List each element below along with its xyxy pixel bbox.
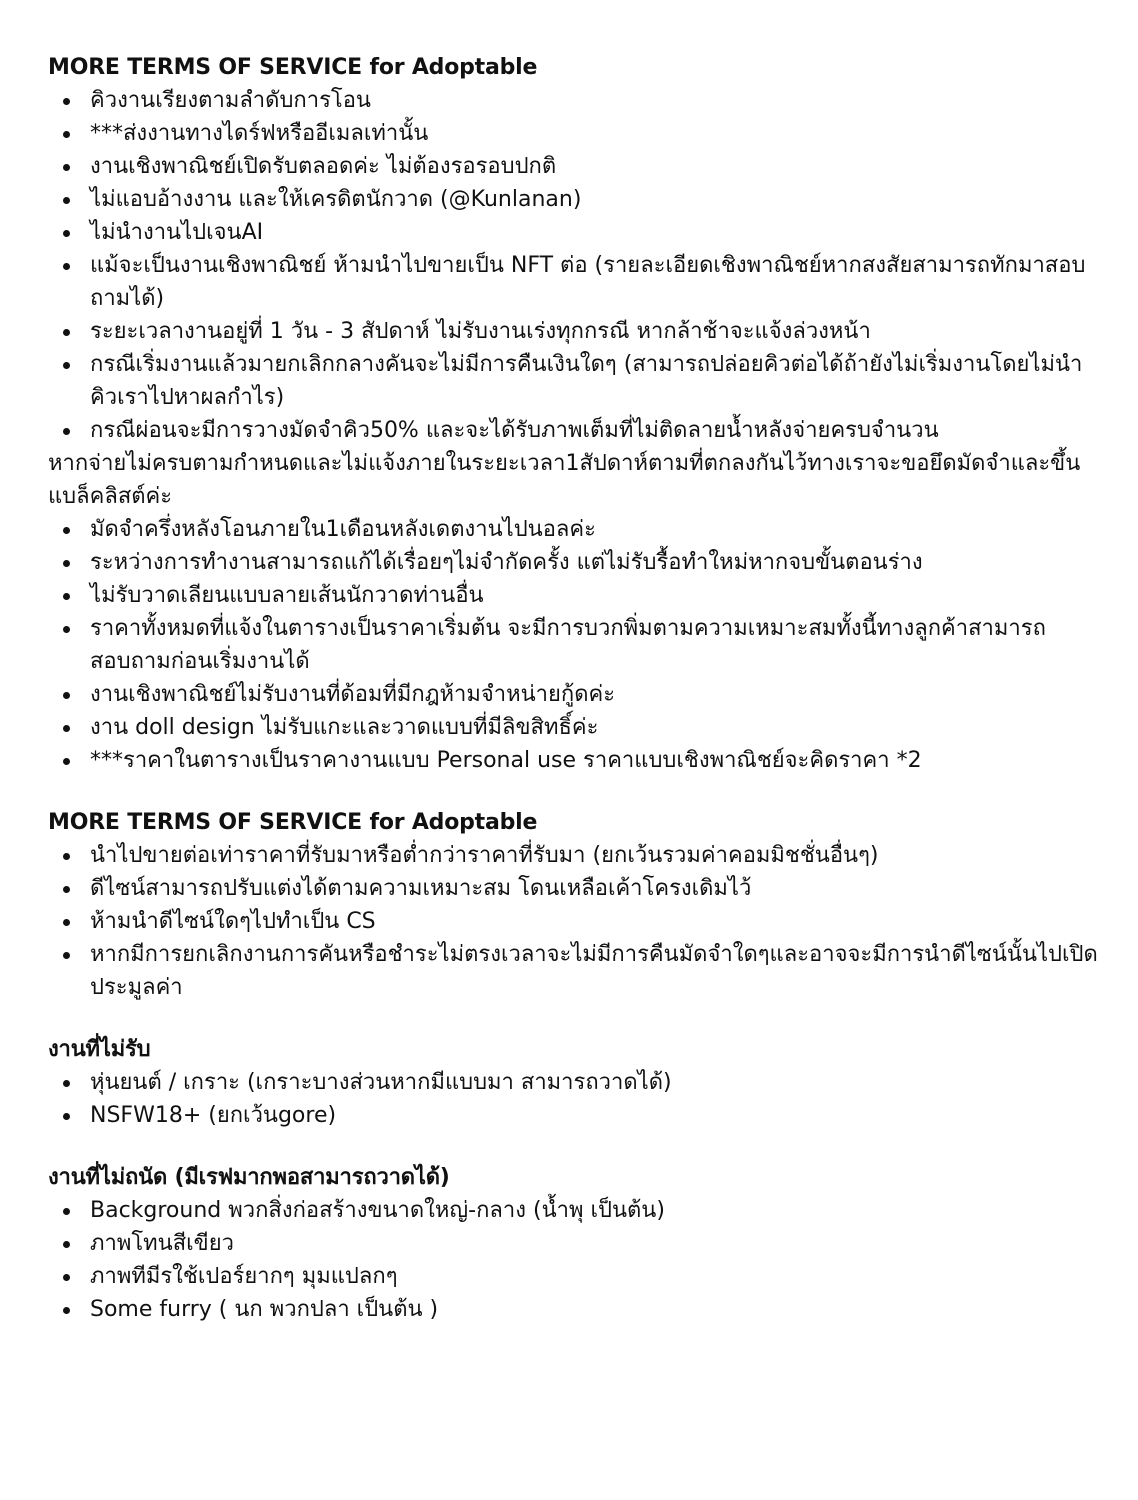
list-item: ภาพโทนสีเขียว xyxy=(48,1227,1098,1260)
list-item: ระยะเวลางานอยู่ที่ 1 วัน - 3 สัปดาห์ ไม่รับงานเร่งทุกกรณี หากล้าช้าจะแจ้งล่วงหน้า xyxy=(48,315,1098,348)
list-item: ***ราคาในตารางเป็นราคางานแบบ Personal use ราคาแบบเชิงพาณิชย์จะคิดราคา *2 xyxy=(48,744,1098,777)
terms-list xyxy=(48,839,1098,1004)
list-item: Background พวกสิ่งก่อสร้างขนาดใหญ่-กลาง (น้ำพุ เป็นต้น) xyxy=(48,1194,1098,1227)
list-item: กรณีผ่อนจะมีการวางมัดจำคิว50% และจะได้รับภาพเต็มที่ไม่ติดลายน้ำหลังจ่ายครบจำนวน xyxy=(48,414,1098,447)
list-item: แม้จะเป็นงานเชิงพาณิชย์ ห้ามนำไปขายเป็น NFT ต่อ (รายละเอียดเชิงพาณิชย์หากสงสัยสามารถทักมาสอบถามได้) xyxy=(48,249,1098,315)
list-item: งานเชิงพาณิชย์ไม่รับงานที่ด้อมที่มีกฎห้ามจำหน่ายกู้ดค่ะ xyxy=(48,678,1098,711)
list-item: ไม่แอบอ้างงาน และให้เครดิตนักวาด (@Kunlanan) xyxy=(48,183,1098,216)
list-item: ห้ามนำดีไซน์ใดๆไปทำเป็น CS xyxy=(48,905,1098,938)
section-tos-adoptable-2 xyxy=(48,807,1098,1004)
section-heading: งานที่ไม่รับ xyxy=(48,1037,151,1062)
list-item: ไม่รับวาดเลียนแบบลายเส้นนักวาดท่านอื่น xyxy=(48,579,1098,612)
section-heading: MORE TERMS OF SERVICE for Adoptable xyxy=(48,810,538,835)
section-not-skilled xyxy=(48,1162,1098,1326)
list-item: งาน doll design ไม่รับแกะและวาดแบบที่มีลิขสิทธิ์ค่ะ xyxy=(48,711,1098,744)
section-heading: งานที่ไม่ถนัด (มีเรฟมากพอสามารถวาดได้) xyxy=(48,1165,450,1190)
section-heading: MORE TERMS OF SERVICE for Adoptable xyxy=(48,55,538,80)
list-item: ***ส่งงานทางไดร์ฟหรืออีเมลเท่านั้น xyxy=(48,117,1098,150)
list-item: งานเชิงพาณิชย์เปิดรับตลอดค่ะ ไม่ต้องรอรอบปกติ xyxy=(48,150,1098,183)
list-item: นำไปขายต่อเท่าราคาที่รับมาหรือต่ำกว่าราคาที่รับมา (ยกเว้นรวมค่าคอมมิชชั่นอื่นๆ) xyxy=(48,839,1098,872)
list-item: คิวงานเรียงตามลำดับการโอน xyxy=(48,84,1098,117)
section-not-accepted xyxy=(48,1034,1098,1132)
terms-list xyxy=(48,1066,1098,1132)
list-item: ระหว่างการทำงานสามารถแก้ได้เรื่อยๆไม่จำกัดครั้ง แต่ไม่รับรื้อทำใหม่หากจบขั้นตอนร่าง xyxy=(48,546,1098,579)
list-item: ภาพทีมีรใช้เปอร์ยากๆ มุมแปลกๆ xyxy=(48,1260,1098,1293)
section-tos-adoptable-1 xyxy=(48,52,1098,777)
list-item: ดีไซน์สามารถปรับแต่งได้ตามความเหมาะสม โดนเหลือเค้าโครงเดิมไว้ xyxy=(48,872,1098,905)
list-item: กรณีเริ่มงานแล้วมายกเลิกกลางคันจะไม่มีการคืนเงินใดๆ (สามารถปล่อยคิวต่อได้ถ้ายังไม่เริ่มงานโดยไม่นำคิวเราไปหาผลกำไร) xyxy=(48,348,1098,414)
list-item-continuation: หากจ่ายไม่ครบตามกำหนดและไม่แจ้งภายในระยะเวลา1สัปดาห์ตามที่ตกลงกันไว้ทางเราจะขอยึดมัดจำและขึ้นแบล็คลิสต์ค่ะ xyxy=(48,451,1081,509)
list-item: Some furry ( นก พวกปลา เป็นต้น ) xyxy=(48,1293,1098,1326)
terms-list xyxy=(48,1194,1098,1326)
terms-document xyxy=(48,52,1098,1356)
list-item: หากมีการยกเลิกงานการคันหรือชำระไม่ตรงเวลาจะไม่มีการคืนมัดจำใดๆและอาจจะมีการนำดีไซน์นั้นไปเปิดประมูลค่า xyxy=(48,938,1098,1004)
list-item: NSFW18+ (ยกเว้นgore) xyxy=(48,1099,1098,1132)
terms-list xyxy=(48,84,1098,777)
list-item: ไม่นำงานไปเจนAI xyxy=(48,216,1098,249)
list-item: ราคาทั้งหมดที่แจ้งในตารางเป็นราคาเริ่มต้น จะมีการบวกพิ่มตามความเหมาะสมทั้งนี้ทางลูกค้าสามารถสอบถามก่อนเริ่มงานได้ xyxy=(48,612,1098,678)
list-item: มัดจำครึ่งหลังโอนภายใน1เดือนหลังเดตงานไปนอลค่ะ xyxy=(48,513,1098,546)
list-item: หุ่นยนต์ / เกราะ (เกราะบางส่วนหากมีแบบมา สามารถวาดได้) xyxy=(48,1066,1098,1099)
